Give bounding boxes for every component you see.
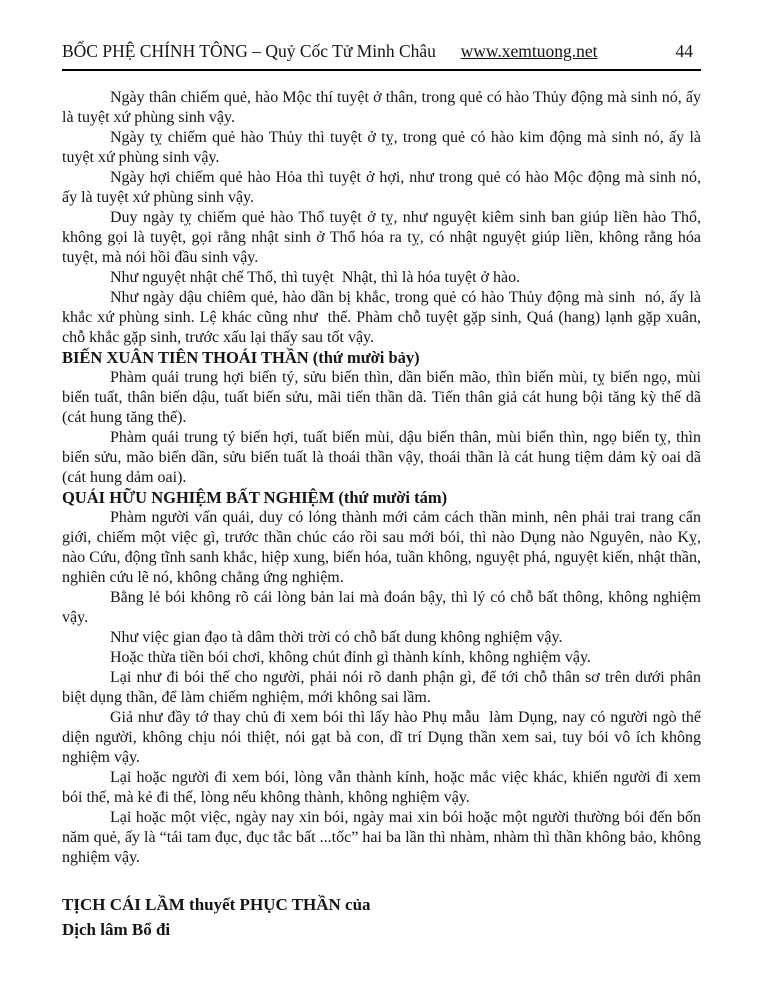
closing-heading bbox=[62, 892, 701, 942]
paragraph: Như việc gian đạo tà dâm thời trời có chỗ bất dung không nghiệm vậy. bbox=[110, 629, 563, 646]
closing-heading-line-1: TỊCH CÁI LẦM thuyết PHỤC THẦN của bbox=[62, 895, 371, 914]
paragraph: Phàm quái trung hợi biến tý, sửu biến thìn, dần biến mão, thìn biến mùi, tỵ biến ngọ, mùi biến tuất, thân biến dậu, tuất biến sửu, mãi tiến thần dã. Tiến thân giả cát hung bội tăng kỳ thế dã (cát hung tăng thế). bbox=[62, 369, 705, 426]
section-heading-tien-thoai-than: BIẾN XUÂN TIÊN THOÁI THẦN (thứ mười bảy) bbox=[62, 348, 420, 367]
paragraph: Lại như đi bói thế cho người, phải nói rõ danh phận gì, để tới chỗ thân sơ trên dưới phân biệt dụng thần, để làm chiếm nghiệm, mới không sai lầm. bbox=[62, 669, 705, 706]
page-number: 44 bbox=[675, 41, 693, 61]
paragraph: Bằng lẻ bói không rõ cái lòng bản lai mà đoán bậy, thì lý có chỗ bất thông, không nghiệm vậy. bbox=[62, 589, 705, 626]
book-title: BỐC PHỆ CHÍNH TÔNG – Quỷ Cốc Tử Minh Châu bbox=[62, 41, 436, 61]
paragraph: Ngày thân chiếm quẻ, hào Mộc thí tuyệt ở thân, trong quẻ có hào Thủy động mà sinh nó, ấy là tuyệt xứ phùng sinh vậy. bbox=[62, 89, 705, 126]
document-body bbox=[62, 88, 705, 868]
paragraph: Ngày hợi chiếm quẻ hào Hỏa thì tuyệt ở hợi, như trong quẻ có hào Mộc động mà sinh nó, ấy là tuyệt xứ phùng sinh vậy. bbox=[62, 169, 705, 206]
closing-heading-line-2: Dịch lâm Bổ đi bbox=[62, 920, 171, 939]
paragraph: Như nguyệt nhật chế Thổ, thì tuyệt Nhật, thì là hóa tuyệt ở hào. bbox=[110, 269, 521, 286]
paragraph: Như ngày dậu chiêm quẻ, hào dần bị khắc, trong quẻ có hào Thủy động mà sinh nó, ấy là khắc xứ phùng sinh. Lệ khác cũng như thế. Phàm chỗ tuyệt gặp sinh, Quá (hang) lạnh gặp xuân, chỗ khắc gặp sinh, trước xấu lại thấy sau tốt vậy. bbox=[62, 289, 705, 346]
site-url-link[interactable]: www.xemtuong.net bbox=[460, 41, 598, 61]
paragraph: Ngày tỵ chiếm quẻ hào Thủy thì tuyệt ở tỵ, trong quẻ có hào kim động mà sinh nó, ấy là tuyệt xứ phùng sinh vậy. bbox=[62, 129, 705, 166]
header-divider bbox=[62, 69, 701, 71]
paragraph: Lại hoặc một việc, ngày nay xin bói, ngày mai xin bói hoặc một người thường bói đến bốn năm quẻ, ấy là “tái tam đục, đục tắc bất ...tốc” hai ba lần thì nhàm, nhàm thì thần không bảo, không nghiệm vậy. bbox=[62, 809, 705, 866]
paragraph: Giả như đầy tớ thay chủ đi xem bói thì lấy hào Phụ mẫu làm Dụng, nay có người ngò thể diện người, không chịu nói thiệt, nói gạt bà con, dĩ trí Dụng thần xem sai, tuy bói vô ích không nghiệm vậy. bbox=[62, 709, 705, 766]
paragraph: Hoặc thừa tiền bói chơi, không chút đỉnh gì thành kính, không nghiệm vậy. bbox=[110, 649, 591, 666]
paragraph: Phàm quái trung tý biến hợi, tuất biến mùi, dậu biến thân, mùi biến thìn, ngọ biến tỵ, thìn biến sửu, mão biến dần, sửu biến tuất là thoái thần vậy, thoái thần là cát hung tiệm dảm kỳ oai dã (cát hung dảm oai). bbox=[62, 429, 705, 486]
section-heading-nghiem-bat-nghiem: QUÁI HỮU NGHIỆM BẤT NGHIỆM (thứ mười tám) bbox=[62, 488, 448, 507]
page-header bbox=[62, 40, 701, 62]
paragraph: Phàm người vấn quái, duy có lóng thành mới cảm cách thần minh, nên phải trai trang cẩn giới, chiếm một việc gì, trước thần chúc cáo rồi sau mới bói, thì nào Dụng nào Nguyên, nào Kỵ, nào Cứu, động tĩnh sanh khắc, hiệp xung, biến hóa, tuần không, nguyệt phá, nguyệt kiến, nhật thần, nghiên cứu lẽ nó, không chẳng ứng nghiệm. bbox=[62, 509, 705, 586]
paragraph: Duy ngày tỵ chiếm quẻ hào Thổ tuyệt ở tỵ, như nguyệt kiêm sinh ban giúp liền hào Thổ, không gọi là tuyệt, gọi rằng nhật sinh ở Thổ hóa ra tỵ, có nhật nguyệt giúp liền, không rằng hóa tuyệt, mà nói hồi đầu sinh vậy. bbox=[62, 209, 705, 266]
paragraph: Lại hoặc người đi xem bói, lòng vẫn thành kính, hoặc mắc việc khác, khiến người đi xem bói thế, mà kẻ đi thế, lòng nếu không thành, không nghiệm vậy. bbox=[62, 769, 705, 806]
